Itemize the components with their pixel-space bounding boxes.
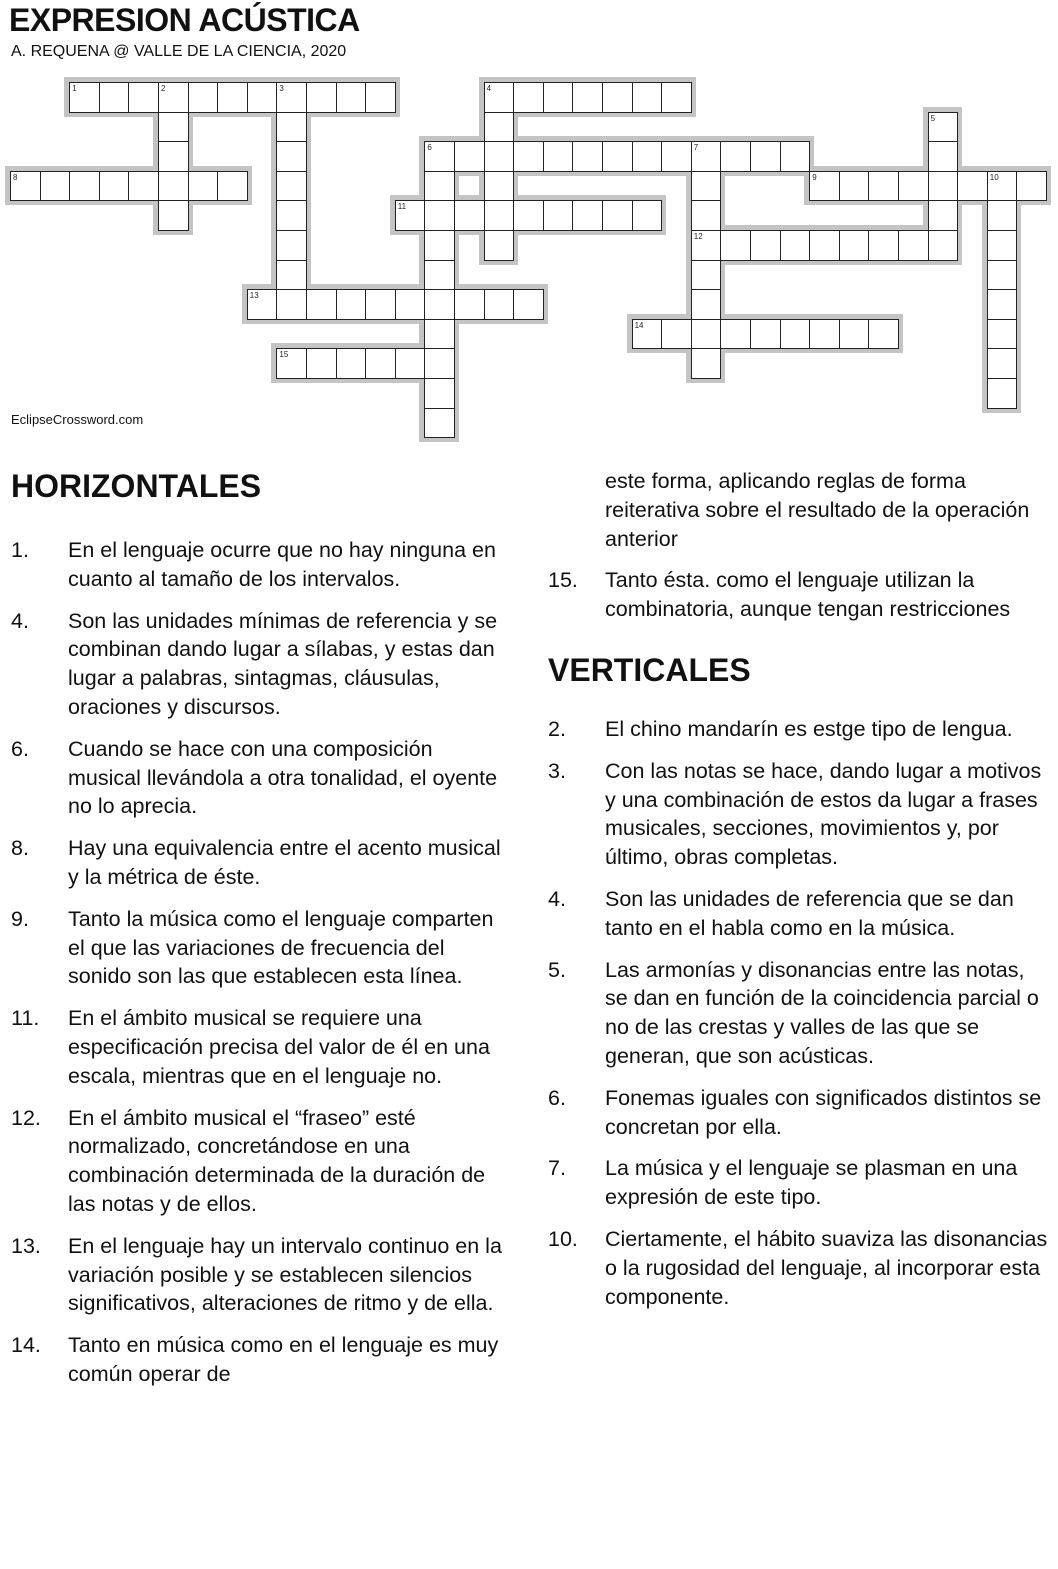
clue-number-label: 5 [930,113,936,123]
crossword-cell[interactable] [276,230,307,261]
clue-text: Hay una equivalencia entre el acento musical y la métrica de éste. [68,836,501,889]
clue-text: Las armonías y disonancias entre las notas, se dan en función de la coincidencia parcial o no de las crestas y valles de las que se generan, que son acústicas. [605,957,1039,1068]
crossword-cell[interactable] [987,200,1018,231]
crossword-cell[interactable] [957,171,988,202]
crossword-cell[interactable] [632,200,663,231]
crossword-cell[interactable] [217,82,248,113]
clue-number-label: 1 [72,84,77,93]
site-credit: EclipseCrossword.com [11,412,144,427]
crossword-cell[interactable] [40,171,71,202]
clue-number: 4. [548,886,566,911]
clue-number: 10. [548,1226,578,1251]
down-heading: VERTICALES [548,651,751,688]
crossword-cell[interactable] [780,230,811,261]
crossword-cell[interactable] [158,171,189,202]
clue-text: Son las unidades de referencia que se dan tanto en el habla como en la música. [605,886,1014,940]
crossword-cell[interactable] [1016,171,1047,202]
clue-text: Fonemas iguales con significados distintos se concretan por ella. [605,1085,1042,1139]
clue-number-label: 4 [486,84,492,93]
clue-text: este forma, aplicando reglas de forma reiterativa sobre el resultado de la operación anterior [605,469,1030,551]
crossword-cell[interactable] [484,289,515,320]
clue-number: 6. [548,1085,566,1110]
clue-text: El chino mandarín es estge tipo de lengua. [605,716,1013,741]
crossword-cell[interactable] [661,141,692,172]
crossword-cell[interactable] [424,408,455,439]
crossword-cell[interactable] [454,289,485,320]
crossword-cell[interactable] [276,141,307,172]
clue-14-continued [548,467,1048,553]
clue-number-label: 11 [397,202,407,212]
crossword-cell[interactable] [424,319,455,350]
crossword-cell[interactable] [276,260,307,291]
crossword-cell[interactable] [99,82,130,113]
crossword-cell[interactable] [691,200,722,231]
clue-number-label: 15 [279,350,289,360]
clue-text: Son las unidades mínimas de referencia y se combinan dando lugar a sílabas, y estas dan lugar a palabras, sintagmas, cláusulas, oraciones y discursos. [68,608,498,719]
clue-text: En el lenguaje ocurre que no hay ninguna en cuanto al tamaño de los intervalos. [68,538,496,591]
down-clue [548,1225,1048,1311]
down-clue-list [548,715,1048,1311]
across-clue [548,566,1048,624]
crossword-cell[interactable] [365,348,396,379]
clue-number-label: 9 [812,172,817,182]
crossword-cell[interactable] [306,82,337,113]
crossword-cell[interactable] [572,82,603,113]
clue-number: 5. [548,957,566,982]
crossword-cell[interactable] [424,348,455,379]
crossword-cell[interactable] [720,141,751,172]
crossword-cell[interactable] [128,171,159,202]
crossword-cell[interactable] [602,200,633,231]
crossword-cell[interactable] [720,319,751,350]
clue-number: 4. [11,608,29,633]
crossword-cell[interactable] [928,230,959,261]
clue-number-label: 2 [161,84,166,93]
crossword-cell[interactable] [336,289,367,320]
crossword-cell[interactable] [424,260,455,291]
crossword-cell[interactable] [395,348,426,379]
across-clue [11,735,511,821]
crossword-cell[interactable] [839,319,870,350]
crossword-cell[interactable] [691,289,722,320]
across-heading: HORIZONTALES [11,468,262,504]
across-clue [11,1331,511,1389]
crossword-cell[interactable] [928,141,959,172]
crossword-cell[interactable] [69,171,100,202]
crossword-cell[interactable] [987,260,1018,291]
crossword-cell[interactable] [809,230,840,261]
crossword-cell[interactable] [365,289,396,320]
crossword-cell[interactable] [424,171,455,202]
clue-text: La música y el lenguaje se plasman en una expresión de este tipo. [605,1156,1018,1210]
across-clue [11,1004,511,1090]
crossword-cell[interactable] [632,82,663,113]
crossword-cell[interactable] [809,319,840,350]
clue-number-label: 10 [989,172,999,182]
puzzle-title: EXPRESION ACÚSTICA [9,2,360,38]
clue-number: 7. [548,1156,566,1181]
crossword-cell[interactable] [987,230,1018,261]
down-clue [548,1084,1048,1142]
across-clue [11,834,511,892]
clue-number: 12. [11,1105,41,1130]
crossword-cell[interactable] [602,82,633,113]
crossword-cell[interactable] [424,378,455,409]
crossword-cell[interactable] [158,112,189,143]
crossword-cell[interactable] [276,171,307,202]
clue-number: 1. [11,538,29,562]
crossword-cell[interactable] [898,230,929,261]
crossword-cell[interactable] [306,289,337,320]
clue-number-label: 12 [693,232,703,241]
clue-number: 3. [548,758,566,783]
crossword-cell[interactable] [543,82,574,113]
crossword-cell[interactable] [987,378,1018,409]
across-clue-list [11,536,511,1402]
crossword-cell[interactable] [128,82,159,113]
crossword-cell[interactable] [247,82,278,113]
clue-number-label: 8 [13,172,18,182]
crossword-cell[interactable] [602,141,633,172]
crossword-cell[interactable] [543,141,574,172]
clue-text: En el ámbito musical se requiere una especificación precisa del valor de él en una escala, mientras que en el lenguaje no. [68,1006,490,1088]
down-clue [548,956,1048,1071]
clue-text: Tanto la música como el lenguaje comparten el que las variaciones de frecuencia del sonido son las que establecen esta línea. [68,906,494,989]
clue-number-label: 7 [693,143,699,153]
clue-text: Cuando se hace con una composición musical llevándola a otra tonalidad, el oyente no lo aprecia. [68,736,498,819]
across-clue [11,1232,511,1318]
crossword-cell[interactable] [484,141,515,172]
crossword-cell[interactable] [632,141,663,172]
crossword-cell[interactable] [868,171,899,202]
crossword-cell[interactable] [572,200,603,231]
crossword-cell[interactable] [691,260,722,291]
across-clue [11,536,511,594]
crossword-cell[interactable] [454,141,485,172]
crossword-cell[interactable] [750,319,781,350]
crossword-cell[interactable] [336,348,367,379]
crossword-cell[interactable] [365,82,396,113]
crossword-cell[interactable] [720,230,751,261]
clue-number: 13. [11,1233,41,1258]
crossword-cell[interactable] [424,289,455,320]
clue-text: Con las notas se hace, dando lugar a motivos y una combinación de estos da lugar a frases musicales, secciones, movimientos y, por último, obras completas. [605,758,1042,870]
crossword-cell[interactable] [188,82,219,113]
down-clue [548,757,1048,872]
clue-number-label: 3 [279,84,284,93]
crossword-cell[interactable] [691,319,722,350]
crossword-cell[interactable] [99,171,130,202]
crossword-cell[interactable] [780,319,811,350]
clue-number-label: 13 [249,291,259,301]
clue-number: 8. [11,836,29,861]
crossword-cell[interactable] [188,171,219,202]
crossword-cell[interactable] [543,200,574,231]
crossword-cell[interactable] [839,171,870,202]
crossword-cell[interactable] [750,141,781,172]
clue-number-label: 14 [634,320,644,330]
crossword-cell[interactable] [484,112,515,143]
crossword-cell[interactable] [454,200,485,231]
clue-number: 14. [11,1333,41,1358]
clue-number: 11. [11,1006,40,1031]
crossword-cell[interactable] [276,200,307,231]
crossword-cell[interactable] [750,230,781,261]
crossword-cell[interactable] [158,141,189,172]
crossword-cell[interactable] [484,171,515,202]
across-clue [11,905,511,991]
across-clue [11,607,511,722]
clue-text: En el ámbito musical el “fraseo” esté normalizado, concretándose en una combinación determinada de la duración de las notas y de ellos. [68,1105,486,1216]
crossword-cell[interactable] [987,289,1018,320]
crossword-cell[interactable] [276,289,307,320]
clue-column-right [548,467,1048,1324]
clue-number: 2. [548,716,566,741]
crossword-cell[interactable] [395,289,426,320]
crossword-cell[interactable] [424,200,455,231]
clue-number: 15. [548,568,578,593]
clue-text: Tanto ésta. como el lenguaje utilizan la combinatoria, aunque tengan restricciones [605,568,1011,622]
crossword-cell[interactable] [513,289,544,320]
clue-text: Ciertamente, el hábito suaviza las disonancias o la rugosidad del lenguaje, al incorporar esta componente. [605,1226,1048,1309]
puzzle-author: A. REQUENA @ VALLE DE LA CIENCIA, 2020 [11,43,347,60]
clue-number-label: 6 [427,143,432,153]
down-clue [548,885,1048,943]
crossword-cell[interactable] [780,141,811,172]
crossword-cell[interactable] [661,82,692,113]
down-clue [548,1154,1048,1212]
crossword-cell[interactable] [839,230,870,261]
crossword-cell[interactable] [928,200,959,231]
crossword-cell[interactable] [484,230,515,261]
crossword-cell[interactable] [987,319,1018,350]
across-clue [11,1104,511,1219]
crossword-cell[interactable] [513,141,544,172]
crossword-cell[interactable] [484,200,515,231]
crossword-cell[interactable] [158,200,189,231]
crossword-cell[interactable] [572,141,603,172]
clue-text: En el lenguaje hay un intervalo continuo en la variación posible y se establecen silencios significativos, alteraciones de ritmo y de ella. [68,1233,502,1316]
crossword-cell[interactable] [661,319,692,350]
crossword-cell[interactable] [513,200,544,231]
crossword-cell[interactable] [276,112,307,143]
crossword-cell[interactable] [928,171,959,202]
crossword-cell[interactable] [424,230,455,261]
crossword-cell[interactable] [868,319,899,350]
down-clue [548,715,1048,744]
crossword-cell[interactable] [898,171,929,202]
clue-text: Tanto en música como en el lenguaje es muy común operar de [68,1333,499,1386]
crossword-cell[interactable] [513,82,544,113]
clue-number: 9. [11,906,29,931]
crossword-cell[interactable] [987,348,1018,379]
crossword-cell[interactable] [306,348,337,379]
crossword-cell[interactable] [691,171,722,202]
crossword-cell[interactable] [217,171,248,202]
clue-number: 6. [11,736,29,761]
crossword-cell[interactable] [336,82,367,113]
crossword-cell[interactable] [868,230,899,261]
crossword-cell[interactable] [691,348,722,379]
